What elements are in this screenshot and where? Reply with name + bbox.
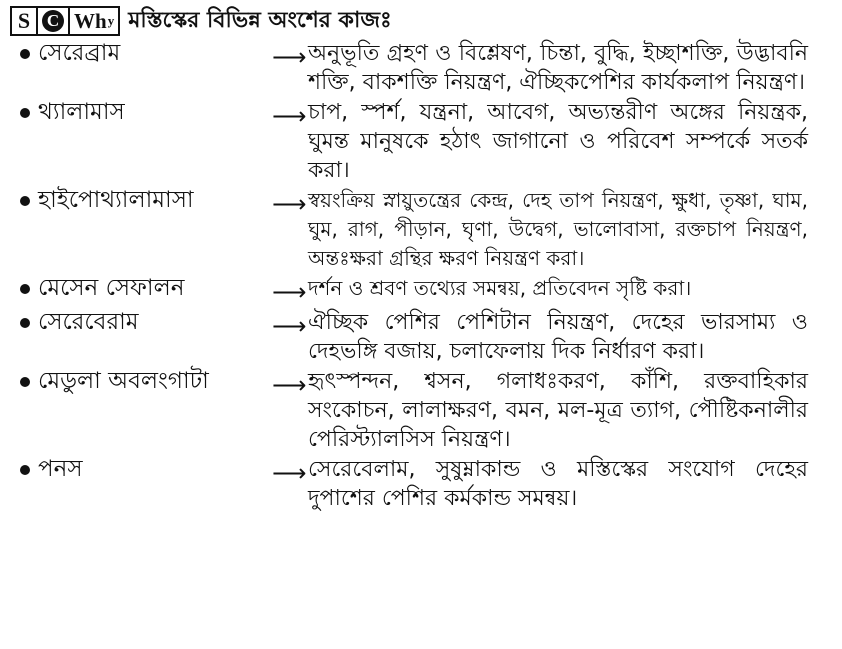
arrow-right-icon: ⟶ — [272, 190, 307, 218]
bullet-icon — [20, 465, 30, 475]
bullet-icon — [20, 196, 30, 206]
term-label: থ্যালামাস — [38, 99, 125, 125]
arrow-right-icon: ⟶ — [272, 43, 307, 71]
scwhy-logo — [10, 6, 120, 36]
arrow-right-icon: ⟶ — [272, 459, 307, 487]
term-description: চাপ, স্পর্শ, যন্ত্রনা, আবেগ, অভ্যন্তরীণ অঙ্গের নিয়ন্ত্রক, ঘুমন্ত মানুষকে হঠাৎ জাগানো ও পরিবেশ সম্পর্কে সতর্ক করা। — [308, 100, 808, 183]
list-item — [10, 186, 822, 273]
term-label: সেরেব্রাম — [38, 40, 121, 66]
logo-c-circle: C — [42, 10, 64, 32]
term-label: সেরেবেরাম — [38, 309, 139, 335]
arrow-right-icon: ⟶ — [272, 102, 307, 130]
header — [10, 4, 822, 38]
section-heading: মস্তিস্কের বিভিন্ন অংশের কাজঃ — [128, 7, 392, 33]
term-description: সেরেবেলাম, সুষুম্নাকান্ড ও মস্তিস্কের সংযোগ দেহের দুপাশের পেশির কর্মকান্ড সমন্বয়। — [308, 457, 808, 511]
bullet-icon — [20, 377, 30, 387]
term-description: দর্শন ও শ্রবণ তথ্যের সমন্বয়, প্রতিবেদন সৃষ্টি করা। — [308, 276, 692, 300]
arrow-right-icon: ⟶ — [272, 371, 307, 399]
list-item — [10, 274, 822, 307]
logo-why: Wh y — [74, 8, 115, 33]
list-item — [10, 98, 822, 185]
arrow-right-icon: ⟶ — [272, 278, 307, 306]
list-item — [10, 455, 822, 513]
list-item — [10, 367, 822, 454]
arrow-right-icon: ⟶ — [272, 312, 307, 340]
term-label: মেসেন সেফালন — [38, 275, 185, 301]
term-label: পনস — [38, 456, 83, 482]
list-item — [10, 39, 822, 97]
term-description: অনুভূতি গ্রহণ ও বিশ্লেষণ, চিন্তা, বুদ্ধি, ইচ্ছাশক্তি, উদ্ভাবনি শক্তি, বাকশক্তি নিয়ন্ত্রণ, ঐচ্ছিকপেশির কার্যকলাপ নিয়ন্ত্রণ। — [308, 41, 808, 95]
bullet-icon — [20, 318, 30, 328]
bullet-icon — [20, 108, 30, 118]
term-label: মেডুলা অবলংগাটা — [38, 368, 209, 394]
bullet-icon — [20, 284, 30, 294]
term-description: হৃৎস্পন্দন, শ্বসন, গলাধঃকরণ, কাঁশি, রক্তবাহিকার সংকোচন, লালাক্ষরণ, বমন, মল-মূত্র ত্যাগ, পৌষ্টিকনালীর পেরিস্ট্যালসিস নিয়ন্ত্রণ। — [308, 369, 808, 452]
list-item — [10, 308, 822, 366]
term-label: হাইপোথ্যালামাসা — [38, 187, 194, 213]
bullet-icon — [20, 49, 30, 59]
term-description: ঐচ্ছিক পেশির পেশিটান নিয়ন্ত্রণ, দেহের ভারসাম্য ও দেহভঙ্গি বজায়, চলাফেলায় দিক নির্ধারণ করা। — [308, 310, 808, 364]
term-description: স্বয়ংক্রিয় স্নায়ুতন্ত্রের কেন্দ্র, দেহ তাপ নিয়ন্ত্রণ, ক্ষুধা, তৃষ্ণা, ঘাম, ঘুম, রাগ, পীড়ান, ঘৃণা, উদ্বেগ, ভালোবাসা, রক্তচাপ নিয়ন্ত্রণ, অন্তঃক্ষরা গ্রন্থির ক্ষরণ নিয়ন্ত্রণ করা। — [308, 188, 808, 270]
logo-s: S — [12, 8, 38, 34]
